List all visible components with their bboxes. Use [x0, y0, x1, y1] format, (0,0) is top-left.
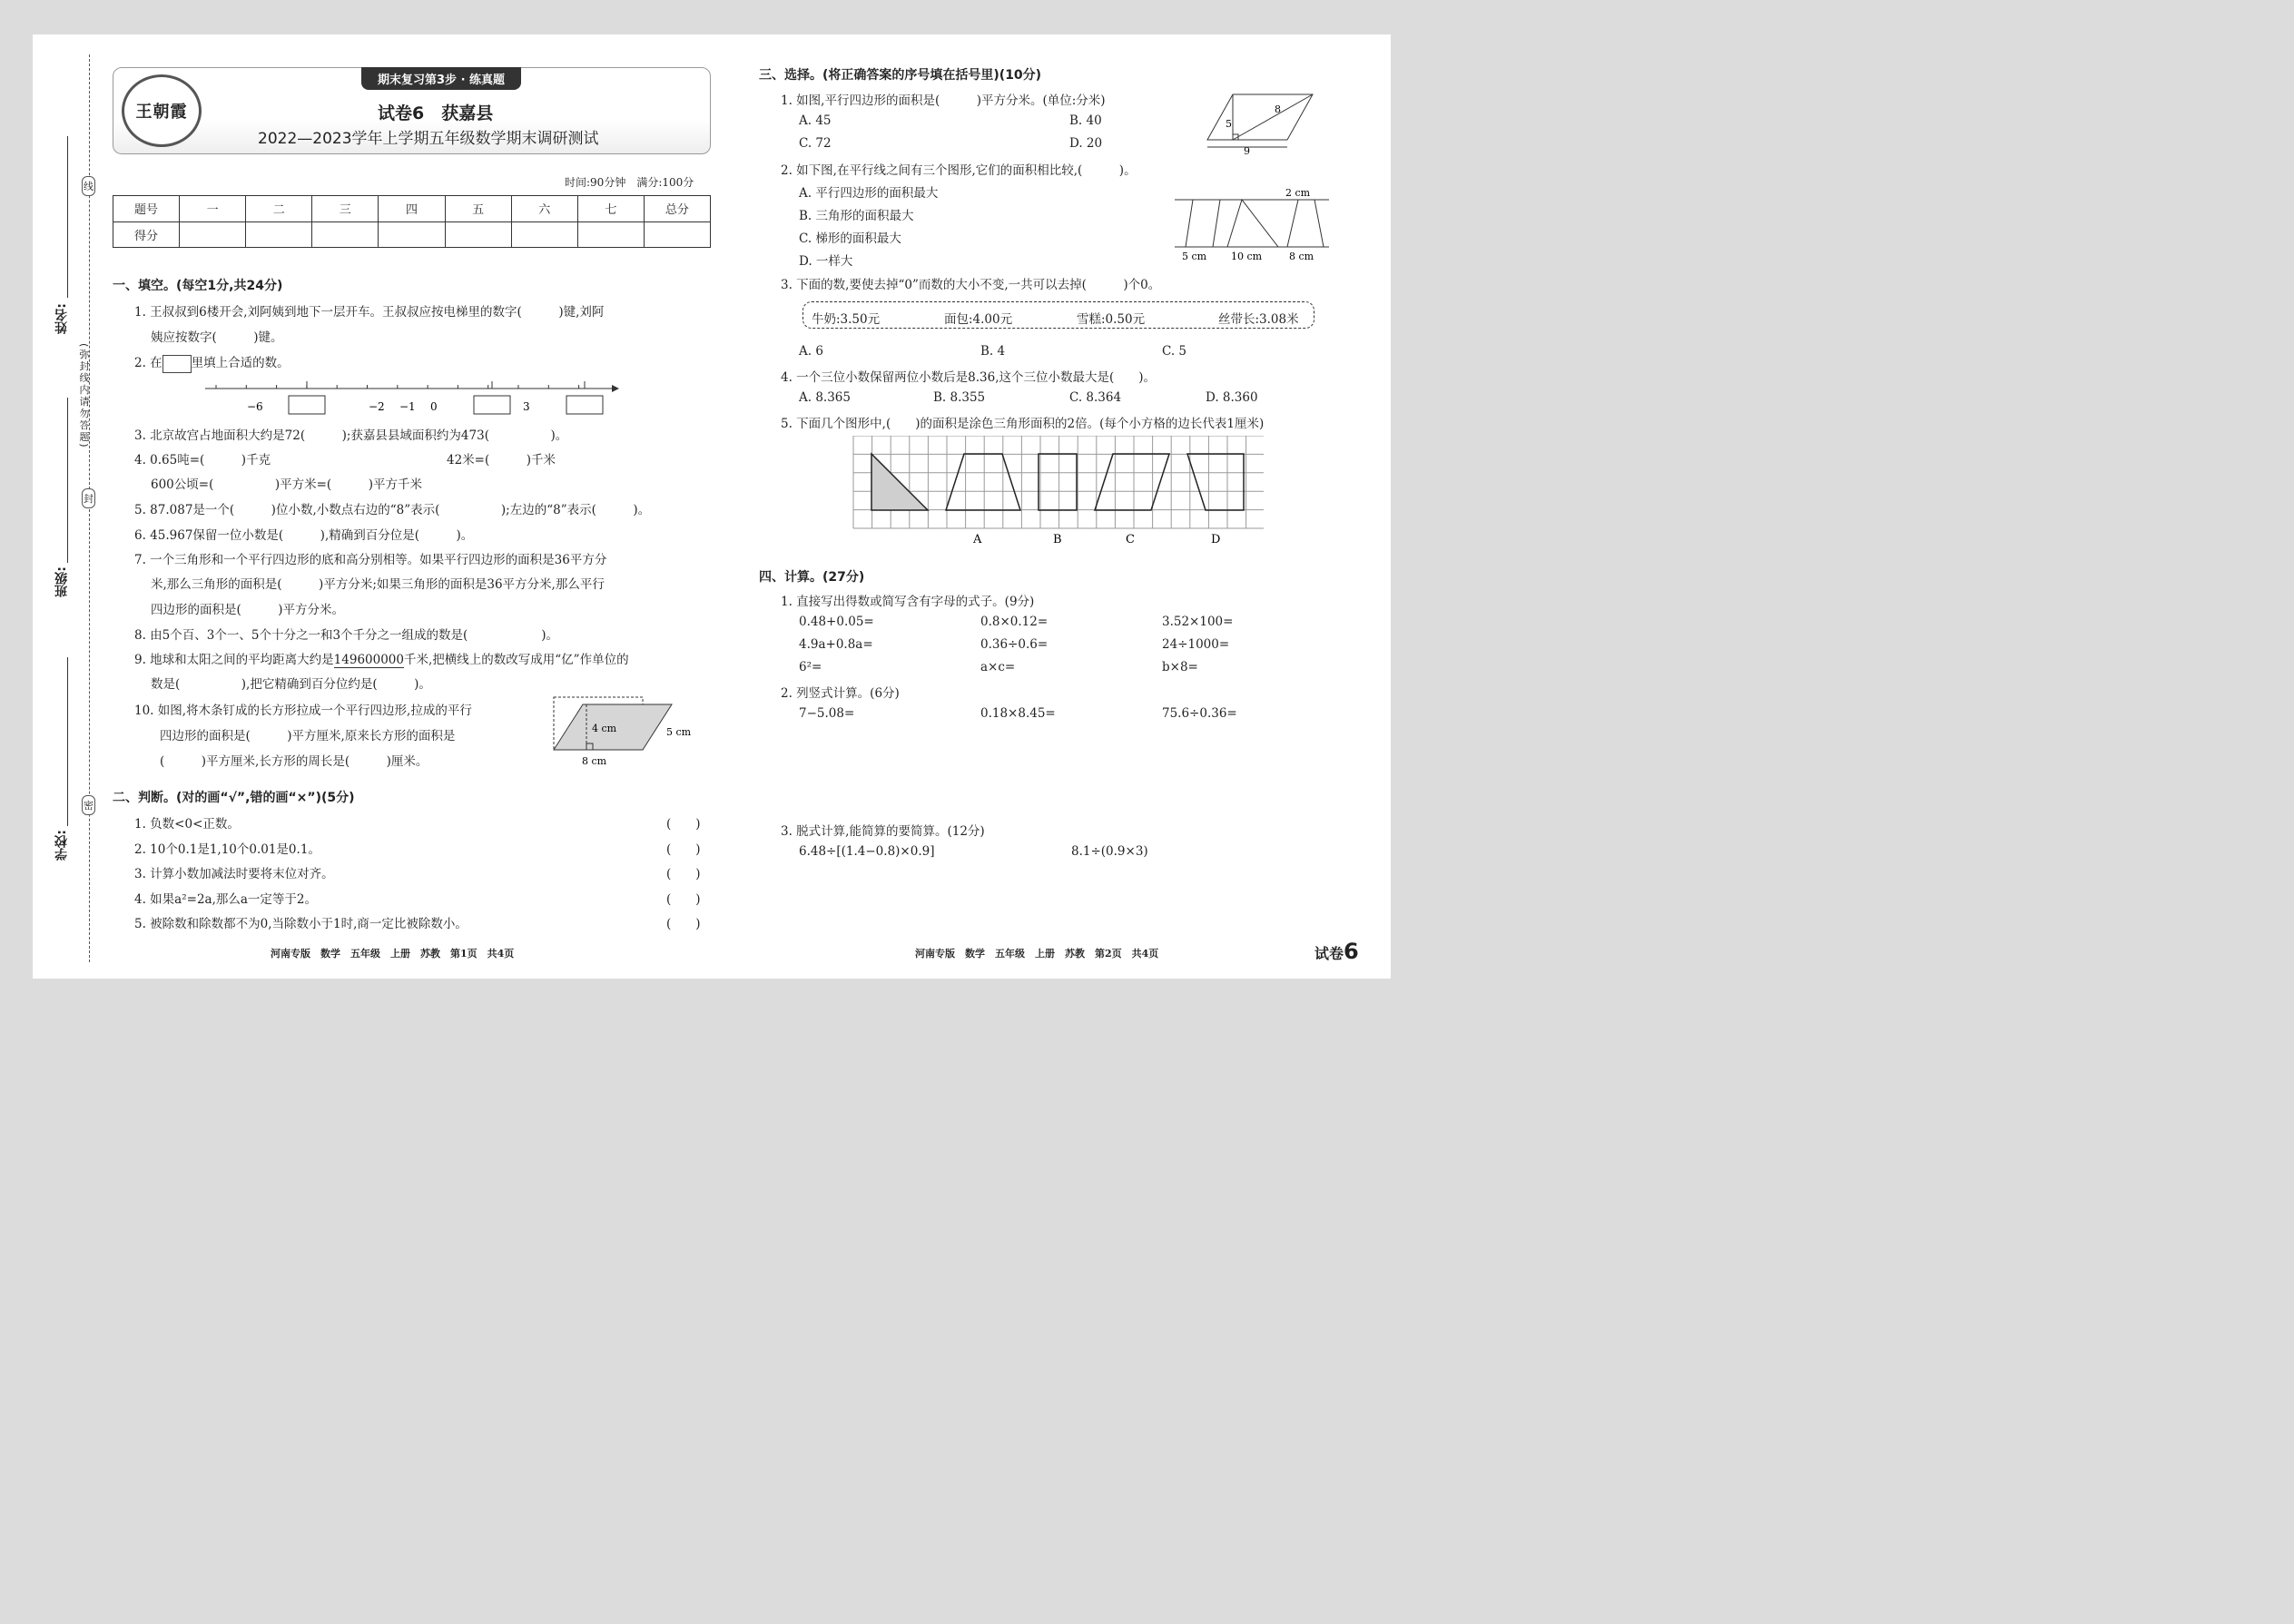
number-line-label: 0 — [430, 400, 438, 413]
score-header-cell: 题号 — [113, 196, 180, 222]
s1-q5: 5. 87.087是一个( )位小数,小数点右边的“8”表示( );左边的“8”表示( )。 — [134, 503, 651, 517]
s3-q1-opt-d[interactable]: D. 20 — [1069, 136, 1103, 151]
section1-title: 一、填空。(每空1分,共24分) — [113, 279, 283, 293]
s4-q2-item-3: 75.6÷0.36= — [1162, 706, 1237, 721]
page-title: 试卷6 获嘉县 — [378, 103, 494, 123]
page-subtitle: 2022—2023学年上学期五年级数学期末调研测试 — [258, 130, 599, 148]
s3-q2: 2. 如下图,在平行线之间有三个图形,它们的面积相比较,( )。 — [781, 163, 1137, 178]
s4-q2-item-2: 0.18×8.45= — [980, 706, 1056, 721]
judge-answer-paren[interactable]: ( ) — [666, 842, 701, 857]
number-line-label: −1 — [399, 400, 416, 413]
box-item-bread: 面包:4.00元 — [944, 312, 1013, 327]
s1-q10c: ( )平方厘米,长方形的周长是( )厘米。 — [160, 754, 428, 769]
fig1-height-label: 5 — [1226, 118, 1232, 130]
fig2-top-label: 2 cm — [1285, 187, 1311, 199]
exam-sheet — [33, 34, 1391, 979]
fig10-base-label: 8 cm — [582, 755, 607, 767]
s1-q2a: 2. 在 — [134, 356, 162, 370]
grid-label-b: B — [1053, 533, 1062, 546]
s3-q4-opt-c[interactable]: C. 8.364 — [1069, 390, 1122, 405]
s1-q1b: 姨应按数字( )键。 — [151, 330, 283, 345]
s3-q5: 5. 下面几个图形中,( )的面积是涂色三角形面积的2倍。(每个小方格的边长代表1厘米) — [781, 417, 1265, 431]
oral-calc-item: a×c= — [980, 660, 1016, 674]
fig10-parallelogram — [550, 694, 704, 772]
binding-note: (弥封线内请勿答题) — [78, 343, 90, 449]
name-label: 姓名: — [54, 303, 69, 334]
s1-q7b: 米,那么三角形的面积是( )平方分米;如果三角形的面积是36平方分米,那么平行 — [151, 577, 605, 592]
fig2-label-3: 8 cm — [1289, 251, 1314, 262]
s3-q1-opt-b[interactable]: B. 40 — [1069, 113, 1102, 128]
s1-q2 — [134, 352, 290, 373]
s1-q10b: 四边形的面积是( )平方厘米,原来长方形的面积是 — [160, 729, 456, 743]
s3-q3-opt-b[interactable]: B. 4 — [980, 344, 1006, 359]
grid-label-a: A — [973, 533, 982, 546]
s1-q9a — [134, 649, 629, 667]
oral-calc-item: b×8= — [1162, 660, 1198, 674]
s1-q9b-text: 千米,把横线上的数改写成用“亿”作单位的 — [403, 653, 629, 667]
score-header-cell: 七 — [577, 196, 644, 222]
school-field[interactable] — [67, 657, 68, 826]
score-cell[interactable] — [246, 221, 312, 248]
score-header-cell: 六 — [511, 196, 577, 222]
score-header-cell: 总分 — [644, 196, 710, 222]
number-line-label: −6 — [247, 400, 263, 413]
oral-calc-item: 0.8×0.12= — [980, 615, 1049, 629]
s3-q2-opt-d[interactable]: D. 一样大 — [799, 254, 853, 269]
s1-q3: 3. 北京故宫占地面积大约是72( );获嘉县县域面积约为473( )。 — [134, 428, 568, 443]
s3-q3-opt-c[interactable]: C. 5 — [1162, 344, 1187, 359]
number-line-answer-box[interactable] — [566, 396, 603, 414]
fig10-side-label: 5 cm — [666, 726, 692, 738]
score-cell[interactable] — [511, 221, 577, 248]
s3-q2-opt-a[interactable]: A. 平行四边形的面积最大 — [799, 186, 939, 201]
class-field[interactable] — [67, 398, 68, 563]
footer-right: 河南专版 数学 五年级 上册 苏教 第2页 共4页 — [915, 948, 1159, 960]
s3-q1: 1. 如图,平行四边形的面积是( )平方分米。(单位:分米) — [781, 94, 1106, 108]
number-line — [205, 379, 623, 418]
s1-q7c: 四边形的面积是( )平方分米。 — [151, 603, 345, 617]
fig10-height-label: 4 cm — [592, 723, 617, 734]
s1-q10a: 10. 如图,将木条钉成的长方形拉成一个平行四边形,拉成的平行 — [134, 704, 472, 718]
logo — [122, 74, 202, 147]
fig1-side-label: 8 — [1275, 103, 1281, 115]
name-field[interactable] — [67, 136, 68, 298]
number-line-answer-box[interactable] — [474, 396, 510, 414]
s3-grid-figure — [852, 436, 1264, 548]
fig2-label-1: 5 cm — [1182, 251, 1207, 262]
paper-tag-label: 试卷 — [1314, 945, 1344, 962]
score-cell[interactable] — [379, 221, 445, 248]
s4-q1: 1. 直接写出得数或简写含有字母的式子。(9分) — [781, 595, 1035, 609]
section4-title: 四、计算。(27分) — [759, 570, 865, 585]
s1-q4c: 600公顷=( )平方米=( )平方千米 — [151, 477, 422, 492]
s3-q4-opt-a[interactable]: A. 8.365 — [799, 390, 851, 405]
binding-mark-line: 线 — [82, 176, 95, 196]
box-item-ribbon: 丝带长:3.08米 — [1218, 312, 1299, 327]
s3-q4-opt-b[interactable]: B. 8.355 — [933, 390, 986, 405]
grid-label-d: D — [1211, 533, 1221, 546]
s3-q4-opt-d[interactable]: D. 8.360 — [1206, 390, 1258, 405]
s3-fig2 — [1173, 185, 1333, 263]
s4-q3: 3. 脱式计算,能简算的要简算。(12分) — [781, 824, 985, 839]
fig1-base-label: 9 — [1244, 145, 1250, 154]
s3-q1-opt-c[interactable]: C. 72 — [799, 136, 832, 151]
s1-q9c: 数是( ),把它精确到百分位约是( )。 — [151, 677, 431, 692]
class-label: 班级: — [54, 566, 69, 597]
s1-q4a: 4. 0.65吨=( )千克 — [134, 453, 271, 468]
s3-q3-opt-a[interactable]: A. 6 — [799, 344, 823, 359]
paper-tag — [1314, 939, 1359, 964]
logo-text: 王朝霞 — [135, 103, 188, 122]
judge-answer-paren[interactable]: ( ) — [666, 891, 701, 907]
score-cell[interactable] — [644, 221, 710, 248]
oral-calc-item: 0.36÷0.6= — [980, 637, 1049, 652]
judge-item: 4. 如果a²=2a,那么a一定等于2。 — [134, 891, 318, 907]
s3-q2-opt-b[interactable]: B. 三角形的面积最大 — [799, 209, 914, 223]
score-header-cell: 一 — [180, 196, 246, 222]
judge-item: 3. 计算小数加减法时要将末位对齐。 — [134, 867, 334, 881]
s1-q1a: 1. 王叔叔到6楼开会,刘阿姨到地下一层开车。王叔叔应按电梯里的数字( )键,刘阿 — [134, 305, 605, 320]
s4-q3-item-2: 8.1÷(0.9×3) — [1071, 844, 1148, 859]
s4-q3-item-1: 6.48÷[(1.4−0.8)×0.9] — [799, 844, 935, 859]
s3-q4: 4. 一个三位小数保留两位小数后是8.36,这个三位小数最大是( )。 — [781, 370, 1157, 385]
binding-mark-secret: 密 — [82, 795, 95, 815]
oral-calc-item: 6²= — [799, 660, 822, 674]
grid-label-c: C — [1126, 533, 1135, 546]
s1-q8: 8. 由5个百、3个一、5个十分之一和3个千分之一组成的数是( )。 — [134, 628, 559, 643]
number-line-label: −2 — [369, 400, 385, 413]
s3-q2-opt-c[interactable]: C. 梯形的面积最大 — [799, 231, 901, 246]
s3-fig1 — [1204, 89, 1322, 154]
score-row-label: 得分 — [113, 221, 180, 248]
score-header-cell: 二 — [246, 196, 312, 222]
box-item-icecream: 雪糕:0.50元 — [1077, 312, 1146, 327]
s1-q4b: 42米=( )千米 — [447, 453, 556, 468]
judge-answer-paren[interactable]: ( ) — [666, 867, 701, 881]
oral-calc-item: 0.48+0.05= — [799, 615, 874, 629]
judge-item: 2. 10个0.1是1,10个0.01是0.1。 — [134, 842, 320, 857]
school-label: 学校: — [54, 830, 69, 861]
judge-answer-paren[interactable]: ( ) — [666, 817, 701, 832]
s1-q9-number: 149600000 — [333, 653, 404, 667]
judge-item: 1. 负数<0<正数。 — [134, 817, 240, 832]
s4-q2: 2. 列竖式计算。(6分) — [781, 686, 900, 701]
section2-title: 二、判断。(对的画“√”,错的画“×”)(5分) — [113, 791, 355, 805]
paper-tag-number: 6 — [1344, 939, 1359, 964]
score-header-cell: 五 — [445, 196, 511, 222]
binding-mark-seal: 封 — [82, 488, 95, 508]
score-cell[interactable] — [577, 221, 644, 248]
score-cell[interactable] — [445, 221, 511, 248]
s3-q1-opt-a[interactable]: A. 45 — [799, 113, 832, 128]
number-line-answer-box[interactable] — [289, 396, 325, 414]
oral-calc-item: 24÷1000= — [1162, 637, 1230, 652]
s4-q2-item-1: 7−5.08= — [799, 706, 855, 721]
s1-q6: 6. 45.967保留一位小数是( ),精确到百分位是( )。 — [134, 528, 474, 543]
s1-q7a: 7. 一个三角形和一个平行四边形的底和高分别相等。如果平行四边形的面积是36平方分 — [134, 553, 607, 567]
score-header-cell: 四 — [379, 196, 445, 222]
section3-title: 三、选择。(将正确答案的序号填在括号里)(10分) — [759, 68, 1042, 83]
judge-answer-paren[interactable]: ( ) — [666, 917, 701, 931]
time-info: 时间:90分钟 满分:100分 — [565, 176, 694, 189]
score-cell[interactable] — [312, 221, 379, 248]
oral-calc-item: 4.9a+0.8a= — [799, 637, 873, 652]
footer-left: 河南专版 数学 五年级 上册 苏教 第1页 共4页 — [271, 948, 515, 960]
answer-box[interactable] — [162, 355, 192, 373]
oral-calc-item: 3.52×100= — [1162, 615, 1234, 629]
judge-item: 5. 被除数和除数都不为0,当除数小于1时,商一定比被除数小。 — [134, 917, 468, 931]
s3-q3: 3. 下面的数,要使去掉“0”而数的大小不变,一共可以去掉( )个0。 — [781, 278, 1161, 292]
fig2-label-2: 10 cm — [1231, 251, 1263, 262]
banner: 期末复习第3步 · 练真题 — [361, 67, 521, 90]
number-line-label: 3 — [523, 400, 530, 413]
score-header-cell: 三 — [312, 196, 379, 222]
s1-q2b: 里填上合适的数。 — [191, 356, 290, 370]
s1-q9a-text: 9. 地球和太阳之间的平均距离大约是 — [134, 653, 334, 667]
score-cell[interactable] — [180, 221, 246, 248]
score-table — [113, 195, 711, 248]
box-item-milk: 牛奶:3.50元 — [812, 312, 881, 327]
